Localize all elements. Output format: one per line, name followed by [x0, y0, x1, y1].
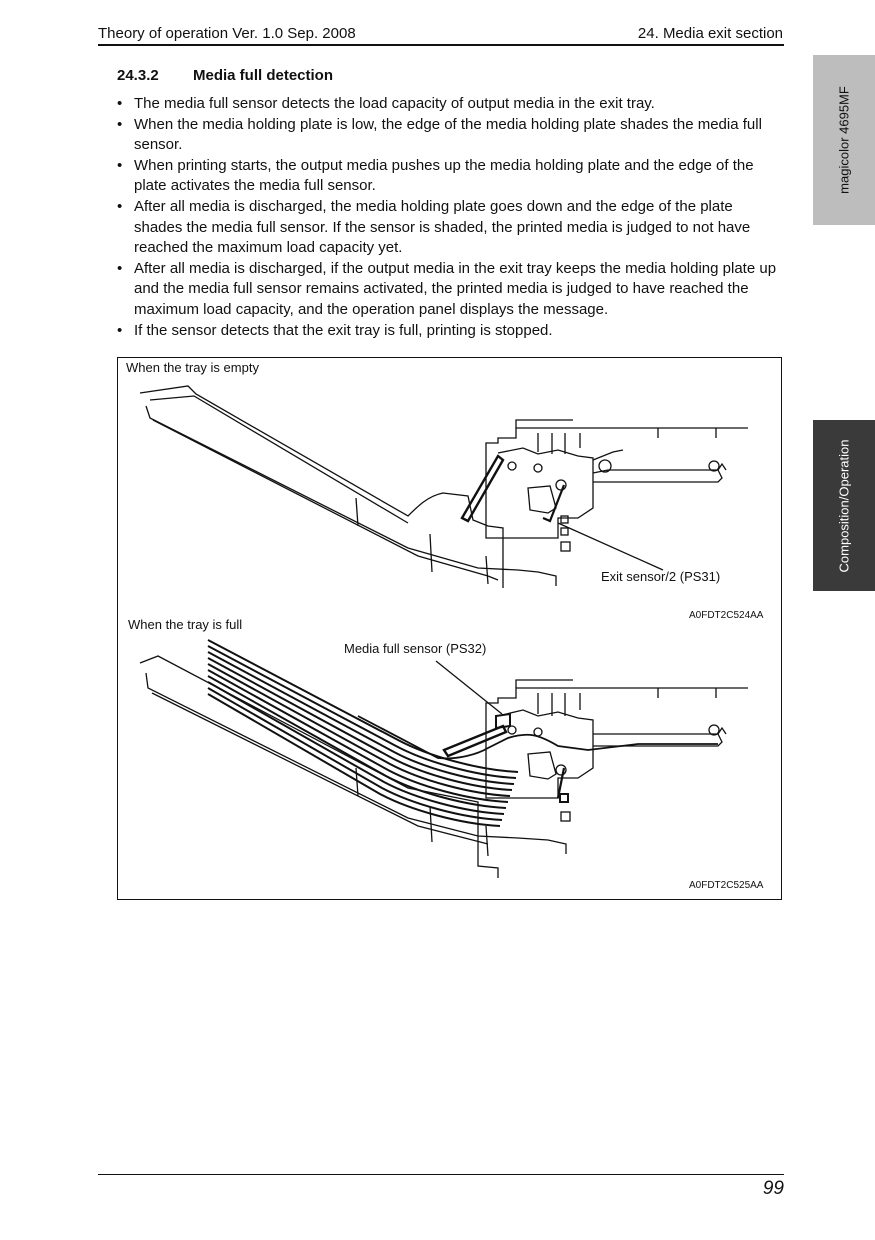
bullet-item: • When the media holding plate is low, the edge of the media holding plate shades the media full sensor.	[117, 115, 781, 156]
media-full-figure	[117, 357, 782, 900]
bullet-item: • When printing starts, the output media pushes up the media holding plate and the edge of the plate activates the media full sensor.	[117, 156, 781, 197]
section-title: Media full detection	[193, 67, 334, 84]
side-tab-section	[813, 420, 875, 591]
header-rule	[98, 44, 784, 46]
side-tab-model-label: magicolor 4695MF	[836, 86, 852, 194]
exit-unit-housing	[486, 428, 748, 523]
exit-sensor-leader	[558, 523, 663, 570]
figure-code-1: A0FDT2C524AA	[689, 610, 764, 621]
section-number: 24.3.2	[117, 67, 159, 84]
tray-lower-edge	[146, 406, 556, 586]
section-heading	[117, 67, 333, 84]
media-full-sensor-leader	[436, 661, 502, 714]
label-exit-sensor: Exit sensor/2 (PS31)	[601, 569, 721, 584]
bullet-item: • The media full sensor detects the load capacity of output media in the exit tray.	[117, 94, 781, 115]
media-holding-plate-low	[462, 456, 503, 521]
full-tray-lower-edge	[146, 673, 566, 854]
header-chapter-title: 24. Media exit section	[637, 25, 783, 42]
full-tray-upper-edge	[140, 656, 498, 878]
caption-tray-full: When the tray is full	[128, 617, 243, 632]
tray-full-diagram	[140, 640, 748, 878]
bullet-list	[117, 94, 781, 341]
footer-rule	[98, 1174, 784, 1175]
side-tab-section-label: Composition/Operation	[836, 439, 852, 572]
page-number: 99	[762, 1178, 784, 1199]
bullet-item: • After all media is discharged, the media holding plate goes down and the edge of the plate shades the media full sensor. If the sensor is shaded, the printed media is judged to not have reached the maximum load capacity yet.	[117, 197, 781, 259]
bullet-item: • After all media is discharged, if the output media in the exit tray keeps the media holding plate up and the media full sensor remains activated, the printed media is judged to have reached the maximum load capacity, and the operation panel displays the message.	[117, 259, 781, 321]
bullet-item: • If the sensor detects that the exit tray is full, printing is stopped.	[117, 321, 781, 342]
media-holding-plate-raised	[444, 726, 506, 756]
header-doc-title: Theory of operation Ver. 1.0 Sep. 2008	[98, 25, 356, 42]
tray-upper-edge	[140, 386, 503, 588]
caption-tray-empty: When the tray is empty	[126, 360, 259, 375]
tray-empty-diagram	[140, 386, 748, 588]
label-media-full-sensor: Media full sensor (PS32)	[344, 641, 487, 656]
full-exit-unit-housing	[486, 688, 748, 793]
figure-code-2: A0FDT2C525AA	[689, 880, 764, 891]
side-tab-model	[813, 55, 875, 225]
